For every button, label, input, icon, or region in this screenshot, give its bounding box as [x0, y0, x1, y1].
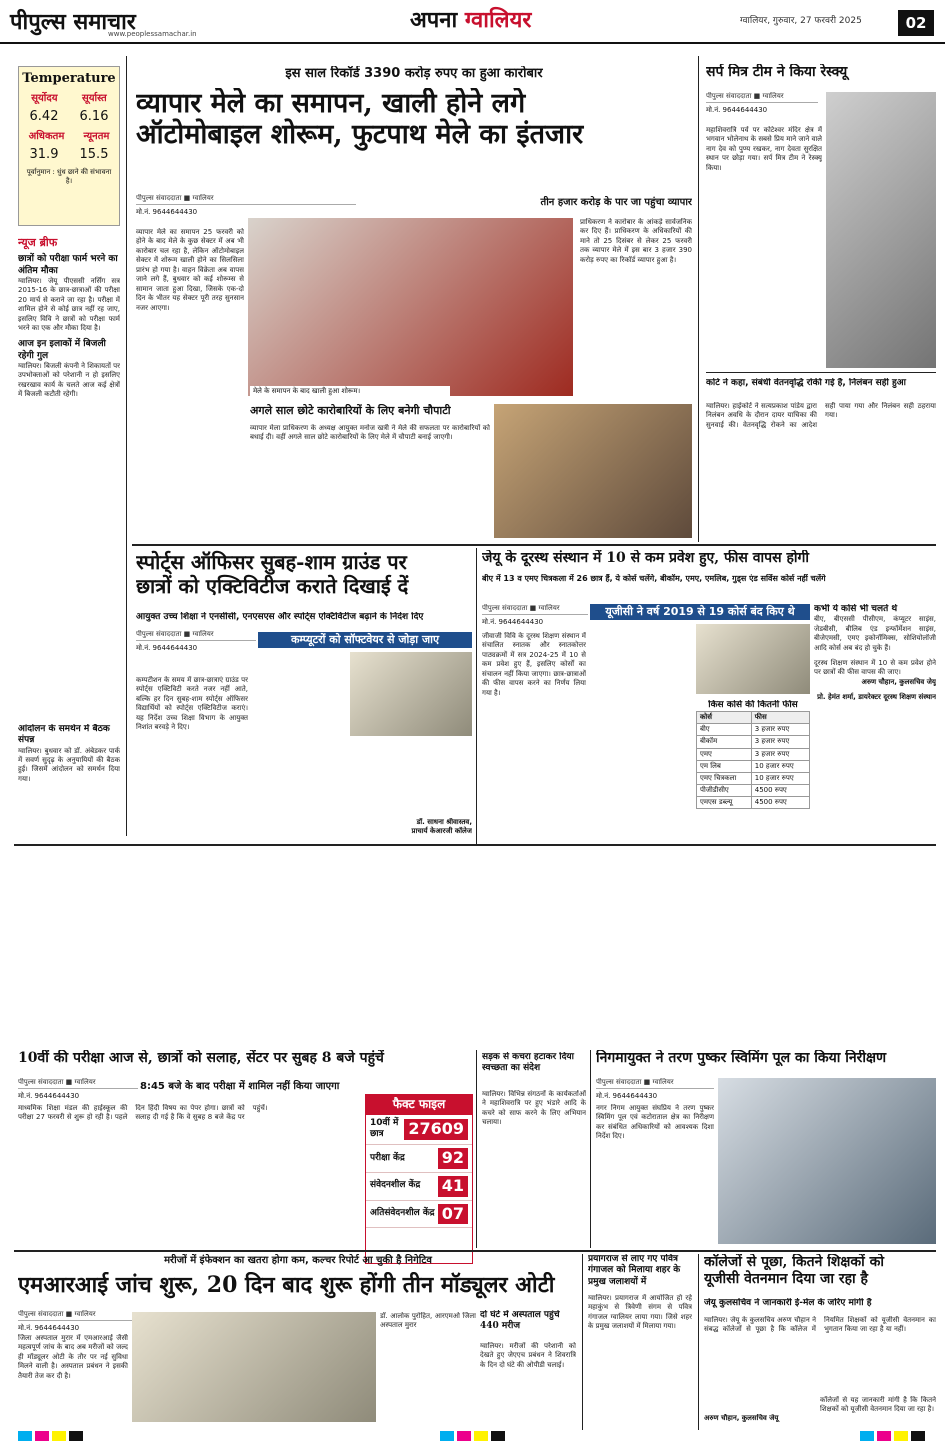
sunset-label: सूर्यास्त: [81, 92, 107, 104]
showroom-photo: [248, 218, 573, 396]
print-color-bar-right: [860, 1431, 925, 1441]
min-temp-value: 15.5: [79, 146, 109, 162]
road-body: ग्वालियर। विभिन्न संगठनों के कार्यकर्ताओं ने महाशिवरात्रि पर हुए भंडारे आदि के कचरे को साफ करने के लिए अभियान चलाया।: [482, 1090, 586, 1127]
fact-file-title: फैक्ट फाइल: [366, 1095, 472, 1115]
sunrise-value: 6.42: [29, 108, 59, 124]
lead-byline: पीपुल्स संवाददाता ■ ग्वालियर: [136, 194, 356, 205]
snake-body: महाशिवरात्रि पर्व पर कोटेश्वर मंदिर क्षेत्र में भगवान भोलेनाथ के सबसे प्रिय माने जाने वाले नाग देव को पुण्य रखकर, नाग देवता सुरक्षित स्थान पर छोड़ा गया। सर्प मित्र टीम ने रेस्क्यू किया।: [706, 126, 822, 172]
brief-3-title: आंदोलन के समर्थन में बैठक संपन्न: [18, 724, 110, 746]
table-row: पीजीडीसीए 4500 रुपए: [697, 784, 810, 796]
pool-inspection-photo: [718, 1078, 936, 1244]
weather-title: Temperature: [22, 71, 116, 86]
brand-url[interactable]: www.peoplessamachar.in: [108, 30, 197, 38]
opd-headline: दो घंटे में अस्पताल पहुंचे 440 मरीज: [480, 1310, 560, 1332]
fee-table: कोर्स फीस बीए 3 हजार रुपए बीकॉम 3 हजार रुपए एमए 3 हजार रुपए एम लिब 10 हजार रुपए एमए चित्रकला 10 हजार रुपए पीजीडीसीए 4500 रुपए एमएस डब्ल्यू 4500 रुपए: [696, 711, 810, 809]
exam-headline: 10वीं की परीक्षा आज से, छात्रों को सलाह, सेंटर पर सुबह 8 बजे पहुंचें: [18, 1050, 384, 1066]
fair-crowd-photo: [494, 404, 692, 538]
table-row: एमए 3 हजार रुपए: [697, 748, 810, 760]
exam-byline: पीपुल्स संवाददाता ■ ग्वालियर: [18, 1078, 138, 1089]
exam-sub: 8:45 बजे के बाद परीक्षा में शामिल नहीं किया जाएगा: [140, 1081, 340, 1092]
sports-headline-2: छात्रों को एक्टिविटीज कराते दिखाई दें: [136, 574, 409, 598]
table-row: बीए 3 हजार रुपए: [697, 724, 810, 736]
mri-kicker: मरीजों में इंफेक्शन का खतरा होगा कम, कल्चर रिपोर्ट आ चुकी है निगेटिव: [164, 1255, 432, 1266]
ju-side-title: कभी ये कोर्स भी चलते थे: [814, 604, 898, 614]
lead-body-1: व्यापार मेले का समापन 25 फरवरी को होने के बाद मेले के कुछ सेक्टर में अब भी कारोबार चल रहा है, लेकिन ऑटोमोबाइल सेक्टर में शोरूम खाली होने का सिलसिला प्रारंभ हो गया है। वाहन विक्रेता अब वापस जाने लगे हैं, बुधवार को कई शोरूम्स से सामान जाता हुआ दिखा, जिसके एक-दो दिन के भीतर यह सेक्टर पूरी तरह सुनसान नजर आएगा।: [136, 228, 244, 312]
brief-2-body: ग्वालियर। बिजली कंपनी ने शिकायतों पर उपभोक्ताओं को परेशानी न हो इसलिए रखरखाव कार्य के चलते आज कई क्षेत्रों में बिजली कटौती रहेगी।: [18, 361, 120, 399]
lead-kicker: इस साल रिकॉर्ड 3390 करोड़ रुपए का हुआ कारोबार: [285, 66, 543, 81]
pool-headline: निगमायुक्त ने तरण पुष्कर स्विमिंग पूल का किया निरीक्षण: [596, 1050, 887, 1066]
ugc-quote: कॉलेजों से यह जानकारी मांगी है कि कितने शिक्षकों को यूजीसी वेतनमान दिया जा रहा है।: [820, 1396, 936, 1414]
sports-headline-1: स्पोर्ट्स ऑफिसर सुबह-शाम ग्राउंड पर: [136, 550, 407, 574]
ugc-deck: जेयू कुलसचिव ने जानकारी ई-मेल के जरिए मांगी है: [704, 1298, 872, 1308]
showroom-photo-caption: मेले के समापन के बाद खाली हुआ शोरूम।: [250, 386, 450, 397]
brief-3-body: ग्वालियर। बुधवार को डॉ. अंबेडकर पार्क में सवर्ण सुदृढ़ के अनुयायियों की बैठक हुई। जिसमें आंदोलन को समर्थन दिया गया।: [18, 746, 120, 783]
opd-body: ग्वालियर। मरीजों की परेशानी को देखते हुए जेएएच प्रबंधन ने शिवरात्रि के दिन दो घंटे की ओपीडी चलाई।: [480, 1342, 576, 1369]
ju-body: जीवाजी विवि के दूरस्थ शिक्षण संस्थान में संचालित स्नातक और स्नातकोत्तर पाठ्यक्रमों में सत्र 2024-25 में 10 से कम प्रवेश हुए हैं, इसलिए कोर्सों का संचालन नहीं किया जाएगा। छात्र-छात्राओं की फीस वापस करने का निर्णय लिया गया है।: [482, 632, 586, 697]
ugc-headline-1: कॉलेजों से पूछा, कितने शिक्षकों को: [704, 1254, 885, 1270]
ju-headline: जेयू के दूरस्थ संस्थान में 10 से कम प्रवेश हुए, फीस वापस होगी: [482, 550, 810, 566]
fee-table-title: किस कोर्स की कितनी फीस: [708, 700, 798, 710]
lead-subheadline: अगले साल छोटे कारोबारियों के लिए बनेगी चौपाटी: [250, 404, 451, 417]
court-headline: कोर्ट ने कहा, संबंधी वेतनवृद्धि रोकी गई है, निलंबन सही हुआ: [706, 378, 906, 388]
court-body: ग्वालियर। हाईकोर्ट ने सत्यप्रकाश पांडेय द्वारा निलंबन अवधि के दौरान दायर याचिका की सुनवाई की। वेतनवृद्धि रोकने का आदेश सही पाया गया और निलंबन सही ठहराया गया।: [706, 402, 936, 429]
ugc-body: ग्वालियर। जेयू के कुलसचिव अरुण चौहान ने संबद्ध कॉलेजों से पूछा है कि कॉलेज में नियमित शिक्षकों को यूजीसी वेतनमान का भुगतान किया जा रहा है या नहीं।: [704, 1316, 936, 1334]
snake-headline: सर्प मित्र टीम ने किया रेस्क्यू: [706, 64, 848, 80]
ju-phone: मो.नं. 9644644430: [482, 618, 544, 626]
brief-1-body: ग्वालियर। जेयू पीएससी नर्सिंग सत्र 2015-16 के छात्र-छात्राओं की परीक्षा 20 मार्च से कराने जा रहा है। परीक्षा में शामिल होने से कोई छात्र नहीं रह जाए, इसलिए विवि ने छात्रों को परीक्षा फार्म भरने का एक और मौका दिया है।: [18, 276, 120, 332]
sunset-value: 6.16: [79, 108, 109, 124]
max-temp-label: अधिकतम: [28, 130, 65, 142]
masthead: [0, 0, 945, 44]
mri-byline: पीपुल्स संवाददाता ■ ग्वालियर: [18, 1310, 138, 1321]
ju-quote2-by: प्रो. हेमंत शर्मा, डायरेक्टर दूरस्थ शिक्षण संस्थान: [817, 692, 936, 701]
brief-1-title: छात्रों को परीक्षा फार्म भरने का अंतिम मौका: [18, 254, 118, 276]
lead-sub-body: व्यापार मेला प्राधिकरण के अध्यक्ष आयुक्त मनोज खत्री ने मेले की सफलता पर कारोबारियों को बधाई दी। वहीं अगले साल छोटे कारोबारियों के लिए मेले में चौपाटी बनाई जाएगी।: [250, 424, 490, 442]
ugc-quote-by: अरुण चौहान, कुलसचिव जेयू: [704, 1414, 779, 1422]
table-row: एम लिब 10 हजार रुपए: [697, 760, 810, 772]
weather-forecast: पूर्वानुमान : धुंध छाने की संभावना है।: [26, 167, 112, 185]
table-row: एमए चित्रकला 10 हजार रुपए: [697, 772, 810, 784]
sports-signoff: डॉ. साधना श्रीवास्तव, प्राचार्य केआरजी कॉलेज: [411, 818, 472, 836]
mri-signoff-placeholder: डॉ. आलोक पुरोहित, आरएमओ जिला अस्पताल मुरार: [380, 1312, 476, 1330]
lead-body-2: प्राधिकरण ने कारोबार के आंकड़े सार्वजनिक कर दिए हैं। प्राधिकरण के अधिकारियों की माने तो 25 दिसंबर से लेकर 25 फरवरी तक व्यापार मेले में इस बार 3 हजार 390 करोड़ रुपए का रिकॉर्ड व्यापार हुआ है।: [580, 218, 692, 264]
print-color-bar-left: [18, 1431, 83, 1441]
mri-headline: एमआरआई जांच शुरू, 20 दिन बाद शुरू होंगी तीन मॉड्यूलर ओटी: [18, 1272, 555, 1298]
fee-table-box: [696, 700, 810, 838]
mri-phone: मो.नं. 9644644430: [18, 1324, 80, 1332]
lead-strap: तीन हजार करोड़ के पार जा पहुंचा व्यापार: [540, 197, 692, 208]
ju-quote-body: दूरस्थ शिक्षण संस्थान में 10 से कम प्रवेश होने पर छात्रों की फीस वापस की जाए।: [814, 659, 936, 677]
table-row: एमएस डब्ल्यू 4500 रुपए: [697, 796, 810, 808]
ju-byline: पीपुल्स संवाददाता ■ ग्वालियर: [482, 604, 588, 615]
sunrise-label: सूर्योदय: [31, 92, 58, 104]
mri-body: जिला अस्पताल मुरार में एमआरआई जैसी महत्वपूर्ण जांच के बाद अब मरीजों को जल्द ही मॉड्यूलर ओटी के तौर पर नई सुविधा मिलने वाली है। अस्पताल प्रबंधन ने इसकी तैयारी तेज कर दी है।: [18, 1334, 128, 1380]
snake-byline: पीपुल्स संवाददाता ■ ग्वालियर: [706, 92, 818, 103]
hospital-photo: [132, 1312, 376, 1422]
brief-2-title: आज इन इलाकों में बिजली रहेगी गुल: [18, 339, 106, 361]
lead-headline-1: व्यापार मेले का समापन, खाली होने लगे: [136, 88, 526, 119]
gangajal-headline: प्रयागराज से लाए गए पवित्र गंगाजल को मिलाया शहर के प्रमुख जलाशयों में: [588, 1254, 681, 1287]
ju-deck: बीए में 13 व एमए चित्रकला में 26 छात्र हैं, ये कोर्स चलेंगे, बीकॉम, एमए, एमलिब, गुड्स एंड सर्विस कोर्स नहीं चलेंगे: [482, 574, 826, 583]
pool-byline: पीपुल्स संवाददाता ■ ग्वालियर: [596, 1078, 714, 1089]
dateline: ग्वालियर, गुरुवार, 27 फरवरी 2025: [740, 16, 862, 26]
min-temp-label: न्यूनतम: [83, 130, 110, 142]
pool-body: नगर निगम आयुक्त संघप्रिय ने तरण पुष्कर स्विमिंग पूल एवं कटोराताल क्षेत्र का निरीक्षण कर संबंधित अधिकारियों को आवश्यक दिशा निर्देश दिए।: [596, 1104, 714, 1141]
lead-headline-2: ऑटोमोबाइल शोरूम, फुटपाथ मेले का इंतजार: [136, 119, 584, 151]
weather-box: [18, 66, 120, 226]
lead-phone: मो.नं. 9644644430: [136, 208, 198, 217]
ju-band: यूजीसी ने वर्ष 2019 से 19 कोर्स बंद किए थे: [590, 604, 810, 620]
news-brief-column: [18, 236, 120, 544]
fact-row: अतिसंवेदनशील केंद्र 07: [366, 1201, 472, 1229]
snake-phone: मो.नं. 9644644430: [706, 106, 768, 114]
snake-rescue-photo: [826, 92, 936, 368]
gangajal-body: ग्वालियर। प्रयागराज में आयोजित हो रहे महाकुंभ से त्रिवेणी संगम से पवित्र गंगाजल ग्वालियर लाया गया। जिसे शहर के प्रमुख जलाशयों में मिलाया गया।: [588, 1294, 692, 1331]
news-brief-label: न्यूज ब्रीफ: [18, 236, 58, 249]
page-number: 02: [898, 10, 934, 36]
fact-row: संवेदनशील केंद्र 41: [366, 1173, 472, 1201]
fact-file: [365, 1094, 473, 1264]
exam-phone: मो.नं. 9644644430: [18, 1092, 80, 1100]
max-temp-value: 31.9: [29, 146, 59, 162]
print-color-bar-center: [440, 1431, 505, 1441]
fact-row: परीक्षा केंद्र 92: [366, 1145, 472, 1173]
news-brief-3: [18, 724, 120, 820]
fact-row: 10वीं में छात्र 27609: [366, 1115, 472, 1145]
pool-phone: मो.नं. 9644644430: [596, 1092, 658, 1100]
sports-deck: आयुक्त उच्च शिक्षा ने एनसीसी, एनएसएस और स्पोर्ट्स एक्टिविटीज बढ़ाने के निर्देश दिए: [136, 612, 424, 622]
sports-phone: मो.नं. 9644644430: [136, 644, 198, 652]
sports-body: कम्पटीशन के समय में छात्र-छात्राएं ग्राउंड पर स्पोर्ट्स एक्टिविटी करते नजर नहीं आते, बल्कि हर दिन सुबह-शाम स्पोर्ट्स ऑफिसर विद्यार्थियों को स्पोर्ट्स एक्टिविटीज कराएं। यह निर्देश उच्च शिक्षा विभाग के आयुक्त निशांत बरवड़े ने दिए।: [136, 676, 248, 732]
sports-band: कम्प्यूटरों को सॉफ्टवेयर से जोड़ा जाए: [258, 632, 472, 648]
ju-sidebar: [814, 604, 936, 840]
brand-logo: पीपुल्स समाचार: [10, 9, 136, 35]
exam-body: माध्यमिक शिक्षा मंडल की हाईस्कूल की परीक्षा 27 फरवरी से शुरू हो रही है। पहले दिन हिंदी विषय का पेपर होगा। छात्रों को सलाह दी गई है कि वे सुबह 8 बजे केंद्र पर पहुंचें।: [18, 1104, 268, 1122]
ju-side-body: बीए, बीएससी पीसीएम, कंप्यूटर साइंस, जेडबीसी, बीलिब एंड इन्फॉर्मेशन साइंस, बीजेएमसी, एमए इकोनॉमिक्स, सोशियोलॉजी आदि कोर्स अब बंद हो चुके हैं।: [814, 615, 936, 652]
table-row: बीकॉम 3 हजार रुपए: [697, 736, 810, 748]
ugc-headline-2: यूजीसी वेतनमान दिया जा रहा है: [704, 1270, 868, 1287]
college-photo: [350, 652, 472, 736]
ju-building-photo: [696, 624, 810, 694]
road-headline: सड़क से कचरा हटाकर दिया स्वच्छता का संदेश: [482, 1052, 574, 1074]
section-title: अपना ग्वालियर: [410, 7, 532, 33]
ju-quote-by: अरुण चौहान, कुलसचिव जेयू: [861, 677, 936, 686]
sports-byline: पीपुल्स संवाददाता ■ ग्वालियर: [136, 630, 256, 641]
